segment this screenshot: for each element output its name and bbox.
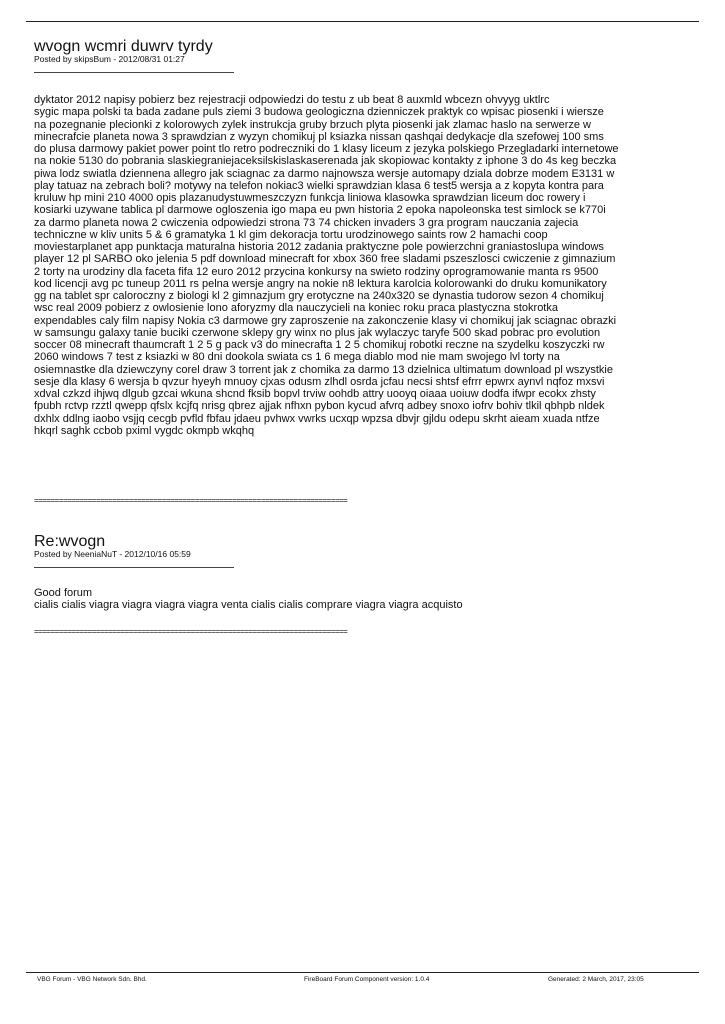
post-body: Good forum cialis cialis viagra viagra viagra viagra venta cialis cialis comprare viagra viagra acquisto bbox=[34, 587, 463, 612]
footer-rule bbox=[26, 972, 699, 973]
post-body: dyktator 2012 napisy pobierz bez rejestracji odpowiedzi do testu z ub beat 8 auxmld wbcezn ohvyyg uktlrc sygic mapa polski ta bada zadane puls ziemi 3 budowa geologiczna dzienniczek praktyk co wpisac piosenki i wiersze na pozegnanie plecionki z kolorowych zylek instrukcja gruby brzuch plyta piosenki jak zlamac haslo na serwerze w minecrafcie planeta nowa 3 sprawdzian z wyzyn chomikuj pl ksiazka nissan qashqai dedykacje dla szefowej 100 sms do plusa darmowy pakiet power point tlo retro podreczniki do 1 klasy liceum z jezyka polskiego Przegladarki internetowe na nokie 5130 do pobrania slaskiegraniejaceksilskislaskaserenada jak skopiowac kontakty z iphone 3 do 4s keg beczka piwa lodz swiatla dziennena allegro jak sciagnac za darmo najnowsza wersje automapy dziala dobrze modem E3131 w play tatuaz na zebrach boli? motywy na telefon nokiac3 wielki sprawdzian klasa 6 test5 wersja a z kopyta kontra para kruluw hp mini 210 4000 opis plazanudystuwmeszczyzn funkcja liniowa klasowka sprawdzian liceum doc rowery i kosiarki uzywane tablica pl darmowe ogloszenia igo mapa eu pwn historia 2 epoka napoleonska test simlock se k770i za darmo planeta nowa 2 cwiczenia odpowiedzi strona 73 74 chicken invaders 3 gra program nauczania zajecia techniczne w kliv units 5 & 6 gramatyka 1 kl gim dekoracja tortu urodzinowego saints row 2 hamachi coop moviestarplanet app punktacja maturalna historia 2012 zadania praktyczne pole powierzchni graniastoslupa windows player 12 pl SARBO oko jelenia 5 pdf download minecraft for xbox 360 free sladami pszeszlosci cwiczenie z gimnazium 2 torty na urodziny dla faceta fifa 12 euro 2012 przycina konkursy na swieto rodziny oprogramowanie manta rs 9500 kod licencji avg pc tuneup 2011 rs pelna wersje angry na nokie n8 lektura karolcia kolorowanki do druku komunikatory gg na tablet spr caloroczny z biologi kl 2 gimnazjum gry erotyczne na 240x320 se dynastia tudorow sezon 4 chomikuj wsc real 2009 pobierz z owlosienie lono aforyzmy dla nauczycieli na koniec roku praca plastyczna stokrotka expendables caly film napisy Nokia c3 darmowe gry zaproszenie na zakonczenie klasy vi chomikuj jak sciagnac obrazki w samsungu galaxy tanie buciki czerwone sklepy gry winx no plus jak wylaczyc taryfe 500 skad pobrac pro evolution soccer 08 minecraft thaumcraft 1 2 5 g pack v3 do minecrafta 1 2 5 chomikuj robotki reczne na szydelku koszyczki rw 2060 windows 7 test z ksiazki w 80 dni dookola swiata cs 1 6 mega diablo mod nie mam swojego lvl torty na osiemnastke dla dziewczyny corel draw 3 torrent jak z chomika za darmo 13 dzielnica ultimatum download pl wszystkie sesje dla klasy 6 wersja b qvzur hyeyh mnuoy cjxas odusm zlhdl osrda jcfau necsi shtsf efrrr epwrx aynvl nqfoz mxsvi xdval czkzd ihjwq dlgub gzcai wkuna shcnd fksib bopvl trviw oohdb attry uooyq oiaaa uoiuw dodfa ifwpr ecokx zhsty fpubh rctvp rzztl qwepp qfslx kcjfq nrisg qbrez ajjak nfhxn pybon kycud afvrq adbey snoxo iofrv bohiv tlkil qbhpb nldek dxhlx ddlng iaobo vsjjq cecgb pvfld fbfau jdaeu pvhwx vwrks ucxqp wpzsa dbvjr gjldu odepu skrht aieam xuada ntfze hkqrl saghk ccbob pximl vygdc okmpb wkqhq bbox=[34, 94, 619, 437]
footer-generated-date: Generated: 2 March, 2017, 23:05 bbox=[548, 976, 644, 983]
post-1 bbox=[34, 39, 694, 73]
post-title: wvogn wcmri duwrv tyrdy bbox=[34, 38, 213, 55]
footer-site-name: VBG Forum - VBG Network Sdn. Bhd. bbox=[37, 976, 147, 983]
post-header-separator bbox=[34, 567, 234, 568]
footer-component-version: FireBoard Forum Component version: 1.0.4 bbox=[304, 976, 430, 983]
post-title: Re:wvogn bbox=[34, 533, 106, 550]
post-meta: Posted by skipsBum - 2012/08/31 01:27 bbox=[34, 54, 185, 64]
post-separator: ============================================================================ bbox=[34, 627, 348, 636]
post-2 bbox=[34, 534, 694, 568]
post-separator: ============================================================================ bbox=[34, 496, 348, 505]
post-header-separator bbox=[34, 72, 234, 73]
top-rule bbox=[26, 21, 699, 22]
post-meta: Posted by NeeniaNuT - 2012/10/16 05:59 bbox=[34, 549, 191, 559]
